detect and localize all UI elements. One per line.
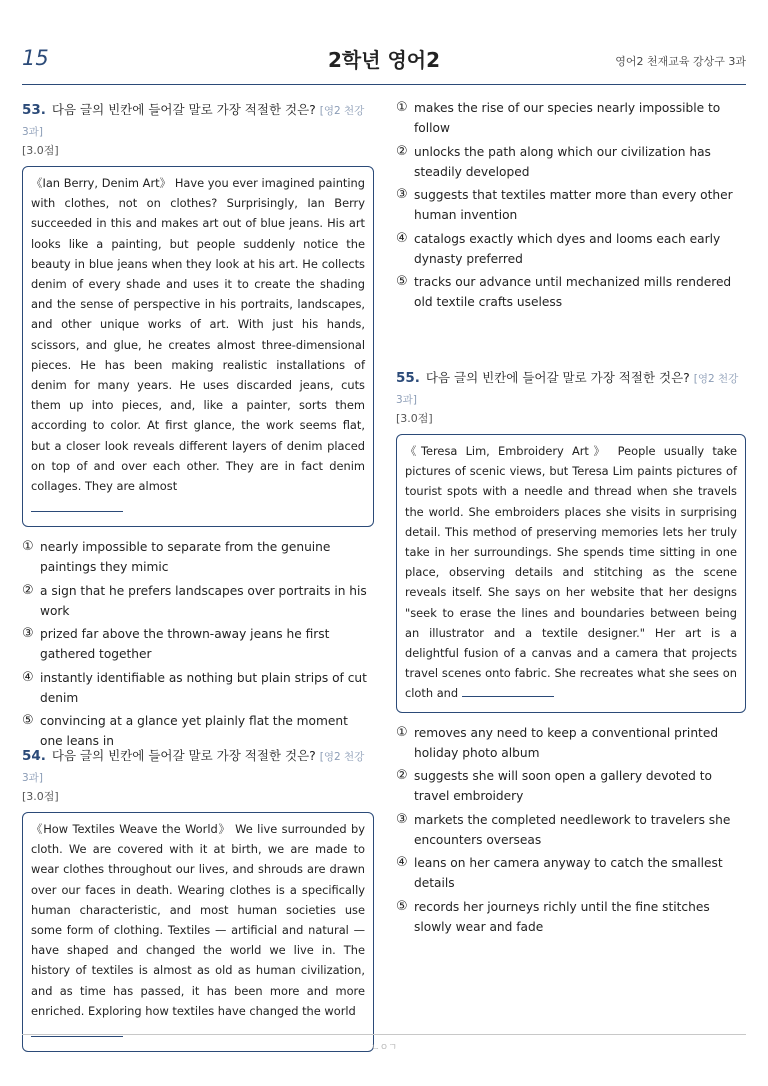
passage-box	[22, 812, 374, 1052]
answer-blank	[31, 1024, 123, 1037]
choice-marker: ⑤	[396, 898, 408, 914]
question-header	[22, 100, 374, 142]
choice-3[interactable]	[396, 810, 746, 850]
answer-choices	[396, 723, 746, 937]
answer-blank	[462, 684, 554, 697]
choice-marker: ④	[396, 230, 408, 246]
question-55	[396, 368, 746, 940]
choice-text: tracks our advance until mechanized mills rendered old textile crafts useless	[414, 275, 732, 309]
choice-text: suggests she will soon open a gallery devoted to travel embroidery	[414, 769, 712, 804]
question-header	[22, 746, 374, 788]
choice-2[interactable]	[396, 766, 746, 806]
choice-marker: ②	[22, 582, 34, 598]
answer-blank	[31, 499, 123, 512]
choice-marker: ①	[22, 539, 34, 555]
passage-text: 《How Textiles Weave the World》 We live surrounded by cloth. We are covered with it at birth, we are made to wear clothes throughout our lives, and shrouds are drawn over our faces in death. Wearing clothes is a specifically human characteristic, and most human societies use some form of clothing. Textiles — artificial and natural — have shaped and changed the world we live in. The history of textiles is almost as old as human civilization, and as time has passed, it has been more and more enriched. Exploring how textiles have changed the world	[31, 822, 365, 1018]
choice-2[interactable]	[22, 581, 374, 621]
choice-3[interactable]	[22, 624, 374, 664]
answer-choices	[22, 537, 374, 751]
choice-marker: ⑤	[22, 713, 34, 729]
question-prompt: 다음 글의 빈칸에 들어갈 말로 가장 적절한 것은?	[425, 370, 690, 385]
choice-marker: ③	[396, 187, 408, 202]
question-number: 53.	[22, 102, 46, 118]
choice-marker: ⑤	[396, 274, 408, 289]
choice-5[interactable]	[396, 272, 746, 312]
footer-mark: ㄴㅇㄱ	[370, 1043, 398, 1053]
question-source: [영2 천강 3과]	[396, 373, 739, 406]
choice-text: convincing at a glance yet plainly flat the moment one leans in	[40, 714, 348, 749]
question-points: [3.0점]	[22, 144, 59, 157]
choice-text: markets the completed needlework to travelers she encounters overseas	[414, 812, 731, 847]
choice-text: suggests that textiles matter more than every other human invention	[414, 188, 733, 222]
choice-4[interactable]	[22, 668, 374, 708]
choice-marker: ②	[396, 143, 408, 159]
question-prompt: 다음 글의 빈칸에 들어갈 말로 가장 적절한 것은?	[51, 102, 316, 117]
choice-2[interactable]	[396, 142, 746, 182]
question-source: [영2 천강 3과]	[22, 751, 365, 784]
choice-text: unlocks the path along which our civilization has steadily developed	[414, 144, 711, 179]
choice-text: a sign that he prefers landscapes over portraits in his work	[40, 583, 367, 618]
exam-subtitle: 영어2 천재교육 강상구 3과	[615, 55, 746, 68]
choice-1[interactable]	[22, 537, 374, 577]
choice-marker: ①	[396, 100, 408, 115]
choice-5[interactable]	[396, 897, 746, 937]
page-header	[22, 40, 746, 84]
passage-text: 《Teresa Lim, Embroidery Art》 People usually take pictures of scenic views, but Teresa Lim paints pictures of tourist spots with a needle and thread when she travels the world. She embroiders places she visits in surprising detail. This method of preserving memories lets her truly take in her surroundings. She spends time sitting in one place, observing details and stitching as the scene reveals itself. She says on her website that her designs "seek to erase the lines and boundaries between being an illustrator and a textile designer." Her art is a delightful fusion of a canvas and a camera that projects travel scenes onto fabric. She recreates what she sees on cloth and	[405, 444, 737, 701]
choice-1[interactable]	[396, 98, 746, 138]
choice-4[interactable]	[396, 853, 746, 893]
right-column	[396, 98, 746, 934]
passage-box	[396, 434, 746, 713]
choice-marker: ③	[22, 626, 34, 642]
choice-text: removes any need to keep a conventional printed holiday photo album	[414, 725, 719, 760]
choice-marker: ①	[396, 724, 408, 740]
choice-text: catalogs exactly which dyes and looms each early dynasty preferred	[414, 231, 721, 266]
choice-marker: ④	[396, 855, 408, 871]
answer-choices-54	[396, 98, 746, 312]
question-prompt: 다음 글의 빈칸에 들어갈 말로 가장 적절한 것은?	[51, 748, 316, 763]
passage-text: 《Ian Berry, Denim Art》 Have you ever imagined painting with clothes, not on clothes? Surprisingly, Ian Berry succeeded in this and makes art out of blue jeans. His art looks like a painting, but people suddenly notice the beauty in blue jeans when they look at his art. He collects denim of every shade and uses it to create the shading and the sense of perspective in his portraits, landscapes, and other unique works of art. With just his hands, scissors, and glue, he creates almost three-dimensional pieces. He has been making realistic installations of denim for many years. He uses discarded jeans, cuts them up into pieces, and, like a painter, sorts them according to color. At first glance, the work seems flat, but a closer look reveals different layers of denim placed on top of and over each other. They are in fact denim collages. They are almost	[31, 176, 365, 494]
choice-text: makes the rise of our species nearly impossible to follow	[414, 101, 721, 135]
choice-marker: ④	[22, 669, 34, 685]
choice-1[interactable]	[396, 723, 746, 763]
choice-3[interactable]	[396, 185, 746, 225]
question-source: [영2 천강 3과]	[22, 105, 365, 138]
choice-text: records her journeys richly until the fine stitches slowly wear and fade	[414, 899, 710, 934]
question-number: 55.	[396, 370, 420, 386]
choice-4[interactable]	[396, 229, 746, 269]
question-points: [3.0점]	[22, 790, 59, 803]
question-53	[22, 100, 374, 751]
passage-box	[22, 166, 374, 527]
choice-text: prized far above the thrown-away jeans he first gathered together	[40, 627, 330, 662]
exam-title: 2학년 영어2	[327, 48, 441, 72]
question-points: [3.0점]	[396, 412, 433, 425]
question-number: 54.	[22, 748, 46, 764]
header-divider	[22, 84, 746, 85]
page-number: 15	[22, 46, 49, 70]
choice-text: nearly impossible to separate from the genuine paintings they mimic	[40, 540, 331, 575]
choice-marker: ③	[396, 811, 408, 827]
choice-text: instantly identifiable as nothing but plain strips of cut denim	[40, 670, 367, 705]
footer-divider	[22, 1034, 746, 1035]
question-54	[22, 746, 374, 1052]
choice-marker: ②	[396, 768, 408, 784]
question-header	[396, 368, 746, 410]
left-column	[22, 100, 374, 1018]
choice-text: leans on her camera anyway to catch the smallest details	[414, 856, 723, 891]
